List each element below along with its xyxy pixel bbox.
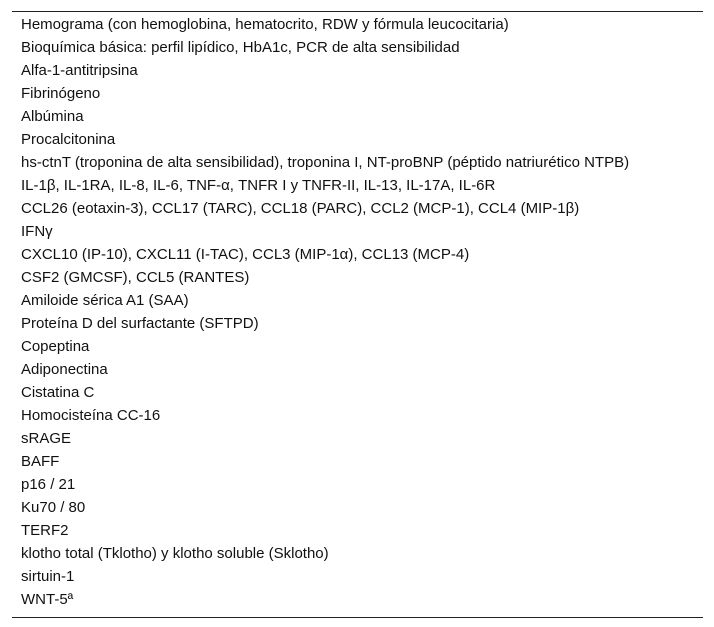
table-row: Hemograma (con hemoglobina, hematocrito, RDW y fórmula leucocitaria) — [21, 16, 509, 33]
table-row: Alfa-1-antitripsina — [21, 62, 138, 79]
table-row: Ku70 / 80 — [21, 499, 86, 516]
table-row: Amiloide sérica A1 (SAA) — [21, 292, 189, 309]
table-row: IFNγ — [21, 223, 53, 240]
table-row: p16 / 21 — [21, 476, 76, 493]
table-row: sirtuin-1 — [21, 568, 75, 585]
table-row: Fibrinógeno — [21, 85, 101, 102]
table-row: Cistatina C — [21, 384, 95, 401]
table-row: sRAGE — [21, 430, 72, 447]
table-row: WNT-5ª — [21, 591, 74, 608]
table-row: Adiponectina — [21, 361, 108, 378]
biomarker-table — [12, 11, 703, 618]
table-row: BAFF — [21, 453, 60, 470]
table-row: CSF2 (GMCSF), CCL5 (RANTES) — [21, 269, 250, 286]
table-row: IL-1β, IL-1RA, IL-8, IL-6, TNF-α, TNFR I y TNFR-II, IL-13, IL-17A, IL-6R — [21, 177, 496, 194]
table-row: klotho total (Tklotho) y klotho soluble (Sklotho) — [21, 545, 329, 562]
table-row: CCL26 (eotaxin-3), CCL17 (TARC), CCL18 (PARC), CCL2 (MCP-1), CCL4 (MIP-1β) — [21, 200, 580, 217]
table-row: Copeptina — [21, 338, 90, 355]
table-row: Bioquímica básica: perfil lipídico, HbA1c, PCR de alta sensibilidad — [21, 39, 460, 56]
table-row: Albúmina — [21, 108, 84, 125]
table-row: Procalcitonina — [21, 131, 116, 148]
table-row: TERF2 — [21, 522, 69, 539]
table-row: hs-ctnT (troponina de alta sensibilidad), troponina I, NT-proBNP (péptido natriurético NTPB) — [21, 154, 630, 171]
table-row: Homocisteína CC-16 — [21, 407, 161, 424]
table-row: CXCL10 (IP-10), CXCL11 (I-TAC), CCL3 (MIP-1α), CCL13 (MCP-4) — [21, 246, 470, 263]
table-row: Proteína D del surfactante (SFTPD) — [21, 315, 259, 332]
